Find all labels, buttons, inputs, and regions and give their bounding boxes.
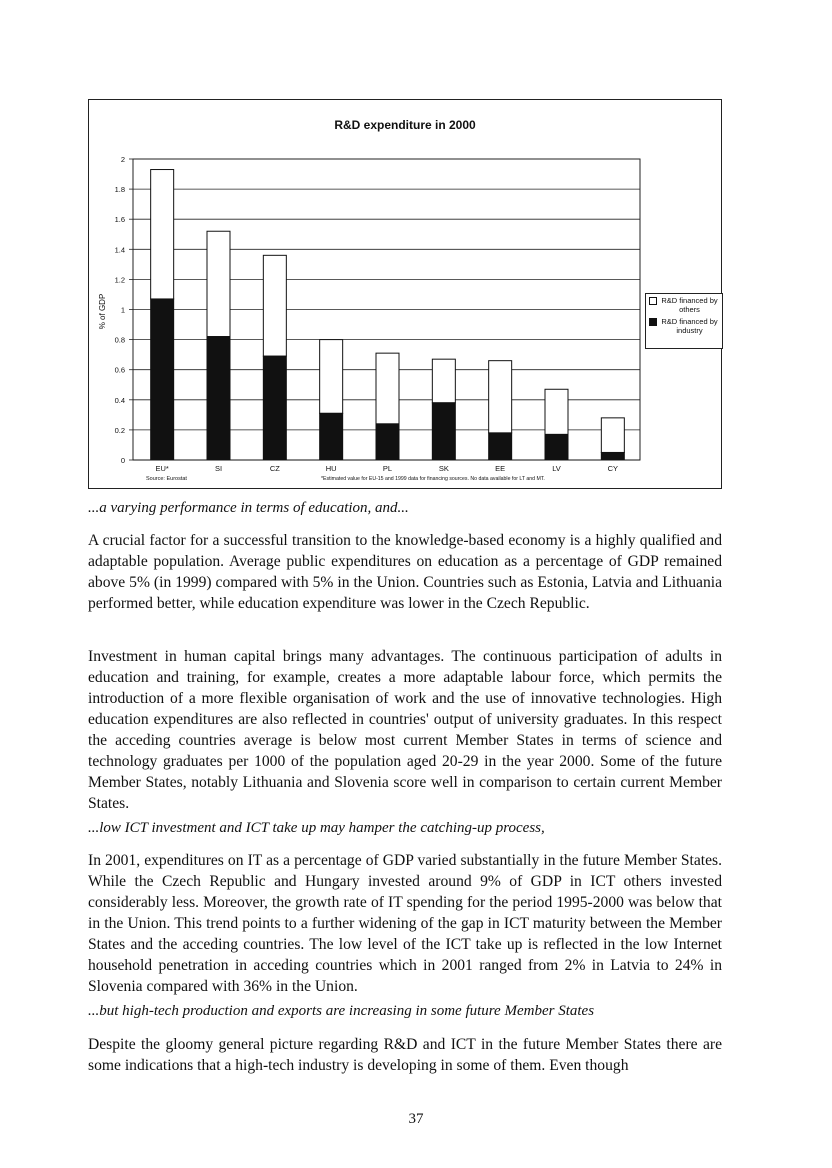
section-heading-education: ...a varying performance in terms of education, and... <box>88 500 409 516</box>
x-tick-label: HU <box>325 464 337 473</box>
chart-footnote: *Estimated value for EU-15 and 1999 data for financing sources. No data available for LT and MT. <box>321 476 545 482</box>
page-number: 37 <box>408 1111 424 1127</box>
chart-figure <box>88 99 722 489</box>
bar-others <box>320 340 343 414</box>
section-heading-ict: ...low ICT investment and ICT take up may hamper the catching-up process, <box>88 820 545 836</box>
legend-swatch-others <box>649 297 657 305</box>
bar-industry <box>545 434 568 460</box>
bar-industry <box>489 433 512 460</box>
bar-others <box>376 353 399 424</box>
legend-swatch-industry <box>649 318 657 326</box>
paragraph-ict: In 2001, expenditures on IT as a percentage of GDP varied substantially in the future Member States. While the Czech Republic and Hungary invested around 9% of GDP in ICT others invested considerably less. Moreover, the growth rate of IT spending for the period 1995-2000 was below that in the Union. This trend points to a further widening of the gap in ICT maturity between the Member States and the acceding countries. The low level of the ICT take up is reflected in the low Internet household penetration in acceding countries which in 2001 ranged from 2% in Latvia to 24% in Slovenia compared with 36% in the Union. <box>88 852 722 995</box>
bar-others <box>263 255 286 356</box>
chart-legend <box>645 293 723 349</box>
y-tick-label: 1.4 <box>114 245 125 255</box>
bar-industry <box>263 356 286 460</box>
x-tick-label: EE <box>495 464 506 473</box>
y-tick-label: 1.6 <box>114 215 125 225</box>
legend-label-industry: R&D financed by industry <box>661 317 718 335</box>
x-tick-label: PL <box>382 464 393 473</box>
section-heading-high-tech: ...but high-tech production and exports are increasing in some future Member States <box>88 1003 595 1019</box>
y-axis-label: % of GDP <box>98 293 107 330</box>
paragraph-high-tech: Despite the gloomy general picture regarding R&D and ICT in the future Member States there are some indications that a high-tech industry is developing in some of them. Even though <box>88 1036 722 1074</box>
bar-industry <box>320 413 343 460</box>
y-tick-label: 2 <box>120 155 125 164</box>
y-tick-label: 0.4 <box>114 395 125 405</box>
bar-others <box>151 170 174 299</box>
chart-title: R&D expenditure in 2000 <box>334 118 476 132</box>
bar-others <box>432 359 455 403</box>
bar-industry <box>432 403 455 460</box>
y-tick-label: 0.8 <box>114 335 125 345</box>
x-tick-label: CY <box>607 464 619 473</box>
bar-industry <box>207 337 230 460</box>
legend-entry-industry <box>649 317 720 335</box>
y-tick-label: 1.8 <box>114 185 125 195</box>
paragraph-education: A crucial factor for a successful transition to the knowledge-based economy is a highly qualified and adaptable population. Average public expenditures on education as a percentage of GDP remained above 5% (in 1999) compared with 5% in the Union. Countries such as Estonia, Latvia and Lithuania performed better, while education expenditure was lower in the Czech Republic. <box>88 532 722 612</box>
y-tick-label: 0 <box>120 456 125 465</box>
paragraph-human-capital: Investment in human capital brings many advantages. The continuous participation of adults in education and training, for example, creates a more adaptable labour force, which permits the introduction of a more flexible organisation of work and the use of innovative technologies. High education expenditures are also reflected in countries' output of university graduates. In this respect the acceding countries average is below most current Member States in terms of science and technology graduates per 1000 of the population aged 20-29 in the year 2000. Some of the future Member States, notably Lithuania and Slovenia score well in comparison to certain current Member States. <box>88 648 722 812</box>
chart-source: Source: Eurostat <box>146 476 187 482</box>
x-tick-label: SK <box>438 464 449 473</box>
x-tick-label: CZ <box>269 464 280 473</box>
y-tick-label: 0.2 <box>114 425 125 435</box>
legend-label-others: R&D financed by others <box>661 296 718 314</box>
bar-others <box>489 361 512 433</box>
legend-entry-others <box>649 296 720 314</box>
bar-others <box>601 418 624 453</box>
bar-industry <box>151 299 174 460</box>
bar-others <box>545 389 568 434</box>
y-tick-label: 0.6 <box>114 365 125 375</box>
x-tick-label: LV <box>552 464 561 473</box>
bar-others <box>207 231 230 336</box>
y-tick-label: 1 <box>120 305 125 315</box>
x-tick-label: EU* <box>155 464 169 473</box>
bar-industry <box>601 452 624 460</box>
bar-industry <box>376 424 399 460</box>
y-tick-label: 1.2 <box>114 275 125 285</box>
x-tick-label: SI <box>214 464 223 473</box>
chart-plot <box>89 100 721 488</box>
